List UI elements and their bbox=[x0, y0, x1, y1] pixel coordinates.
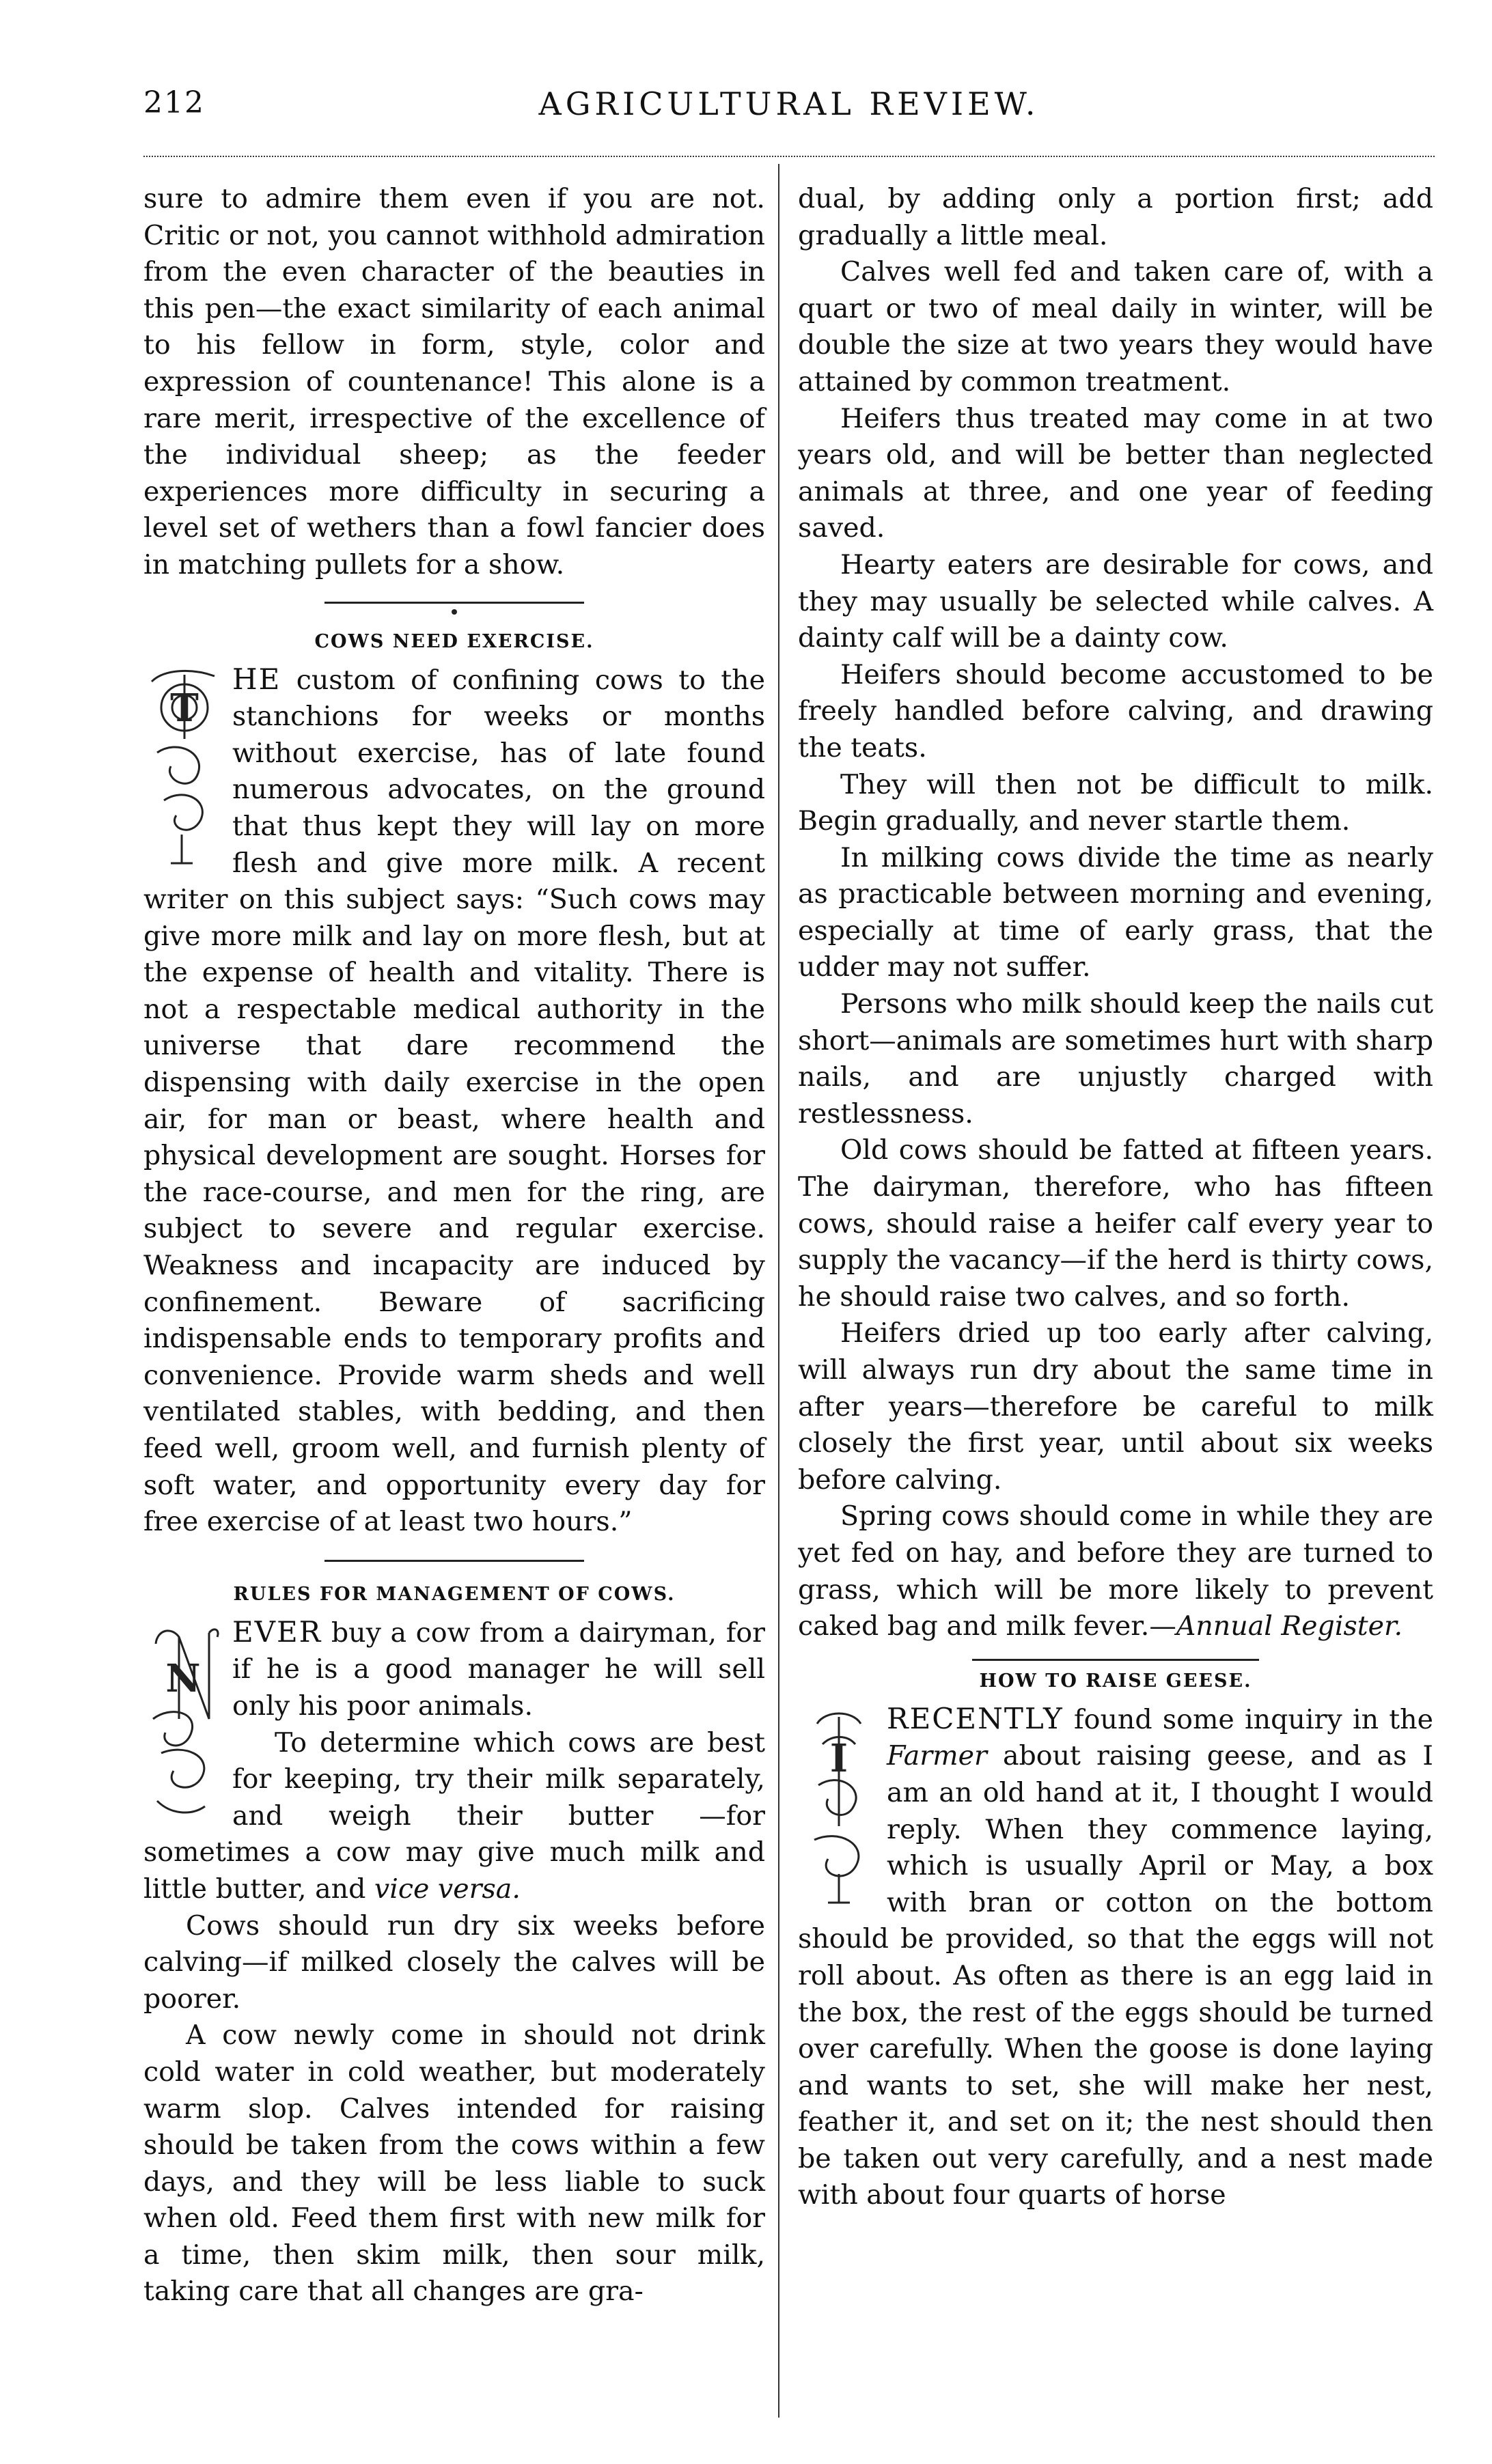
cows-exercise-paragraph bbox=[143, 661, 765, 1541]
section-separator bbox=[324, 602, 584, 621]
right-paragraph: Heifers dried up too early after calving, will always run dry about the same time in after years—therefore be careful to milk closely the first year, until about six weeks before calving. bbox=[798, 1317, 1433, 1496]
farmer-italic: Farmer bbox=[887, 1740, 987, 1772]
geese-body-2: about raising geese, and as I am an old hand at it, I thought I would reply. When they commence laying, which is usually April or May, a box with bran or cotton on the bottom should be provided, so that the eggs will not roll about. As often as there is an egg laid in the box, the rest of the eggs should be turned over carefully. When the goose is done laying and wants to set, she will make her nest, feather it, and set on it; the nest should then be taken out very carefully, and a nest made with about four quarts of horse bbox=[798, 1740, 1433, 2211]
rules-management-heading: RULES FOR MANAGEMENT OF COWS. bbox=[233, 1583, 676, 1605]
svg-text:N: N bbox=[165, 1655, 201, 1701]
left-column bbox=[143, 181, 765, 2310]
lead-word: RECENTLY bbox=[887, 1701, 1064, 1735]
svg-text:T: T bbox=[170, 685, 199, 731]
page-number: 212 bbox=[143, 85, 205, 120]
continuation-paragraph: dual, by adding only a portion first; add gradually a little meal. bbox=[798, 183, 1433, 251]
last-paragraph bbox=[798, 1498, 1433, 1644]
rules-paragraph: A cow newly come in should not drink cold water in cold weather, but moderately warm slop. Calves intended for raising should be taken from the cows within a few days, and they will be less liable to suck when old. Feed them first with new milk for a time, then skim milk, then sour milk, taking care that all changes are gra- bbox=[143, 2019, 765, 2308]
svg-text:I: I bbox=[829, 1735, 848, 1781]
running-title: AGRICULTURAL REVIEW. bbox=[538, 85, 1040, 122]
geese-heading: HOW TO RAISE GEESE. bbox=[979, 1670, 1252, 1692]
source-citation: Annual Register. bbox=[1176, 1610, 1403, 1642]
rules-paragraph: Cows should run dry six weeks before calving—if milked closely the calves will be poorer. bbox=[143, 1909, 765, 2015]
ornamental-initial-i bbox=[798, 1703, 879, 1908]
rules-first-paragraph bbox=[143, 1614, 765, 1725]
last-paragraph-body: Spring cows should come in while they are yet fed on hay, and before they are turned to grass, which will be more likely to prevent caked bag and milk fever.— bbox=[798, 1500, 1433, 1642]
ornamental-initial-n-icon bbox=[143, 1616, 224, 1821]
rules-second-paragraph bbox=[143, 1725, 765, 1908]
ornamental-initial-t-icon bbox=[143, 664, 224, 869]
lead-word: EVER bbox=[232, 1614, 322, 1649]
section-separator bbox=[972, 1659, 1259, 1661]
ornamental-initial-n bbox=[143, 1616, 224, 1821]
right-paragraph: Old cows should be fatted at fifteen years. The dairyman, therefore, who has fifteen cows, should raise a heifer calf every year to supply the vacancy—if the herd is thirty cows, he should raise two calves, and so forth. bbox=[798, 1134, 1433, 1313]
lead-word: HE bbox=[232, 662, 281, 696]
separator-dot bbox=[452, 609, 457, 615]
right-paragraph: They will then not be difficult to milk. Begin gradually, and never startle them. bbox=[798, 768, 1433, 837]
cows-exercise-heading: COWS NEED EXERCISE. bbox=[314, 630, 594, 652]
ornamental-initial-t bbox=[143, 664, 224, 869]
right-paragraph: Hearty eaters are desirable for cows, and they may usually be selected while calves. A dainty calf will be a dainty cow. bbox=[798, 548, 1433, 654]
vice-versa-italic: vice versa. bbox=[374, 1873, 521, 1905]
geese-paragraph bbox=[798, 1700, 1433, 2214]
cows-exercise-body: custom of confining cows to the stanchions for weeks or months without exercise, has of late found numerous advocates, on the ground that thus kept they will lay on more flesh and give more milk. A recent writer on this subject says: “Such cows may give more milk and lay on more flesh, but at the expense of health and vitality. There is not a respectable medical authority in the universe that dare recommend the dispensing with daily exercise in the open air, for man or beast, where health and physical development are sought. Horses for the race-course, and men for the ring, are subject to severe and regular exercise. Weakness and incapacity are induced by confinement. Beware of sacrificing indispensable ends to temporary profits and convenience. Provide warm sheds and well ventilated stables, with bedding, and then feed well, groom well, and furnish plenty of soft water, and opportunity every day for free exercise of at least two hours.” bbox=[143, 664, 765, 1538]
intro-paragraph: sure to admire them even if you are not. Critic or not, you cannot withhold admiration from the even character of the beauties in this pen—the exact similarity of each animal to his fellow in form, style, color and expression of countenance! This alone is a rare merit, irrespective of the excellence of the individual sheep; as the feeder experiences more difficulty in securing a level set of wethers than a fowl fancier does in matching pullets for a show. bbox=[143, 183, 765, 580]
right-paragraph: In milking cows divide the time as nearly as practicable between morning and evening, especially at time of early grass, that the udder may not suffer. bbox=[798, 841, 1433, 983]
rules-second-body: To determine which cows are best for keeping, try their milk separately, and weigh their butter —for sometimes a cow may give much milk and little butter, and bbox=[143, 1726, 765, 1905]
geese-body-1: found some inquiry in the bbox=[1063, 1703, 1433, 1735]
right-paragraph: Calves well fed and taken care of, with a quart or two of meal daily in winter, will be double the size at two years they would have attained by common treatment. bbox=[798, 256, 1433, 397]
section-separator bbox=[324, 1560, 584, 1571]
right-paragraph: Heifers thus treated may come in at two years old, and will be better than neglected animals at three, and one year of feeding saved. bbox=[798, 402, 1433, 544]
right-paragraph: Persons who milk should keep the nails cut short—animals are sometimes hurt with sharp nails, and are unjustly charged with restlessness. bbox=[798, 988, 1433, 1130]
column-divider bbox=[778, 164, 779, 2418]
header-dotted-rule bbox=[143, 156, 1435, 157]
right-paragraph: Heifers should become accustomed to be freely handled before calving, and drawing the teats. bbox=[798, 658, 1433, 764]
ornamental-initial-i-icon bbox=[798, 1703, 879, 1908]
page-header bbox=[143, 85, 1435, 140]
right-column bbox=[798, 181, 1433, 2214]
rules-first-body: buy a cow from a dairyman, for if he is a good manager he will sell only his poor animals. bbox=[232, 1616, 765, 1722]
